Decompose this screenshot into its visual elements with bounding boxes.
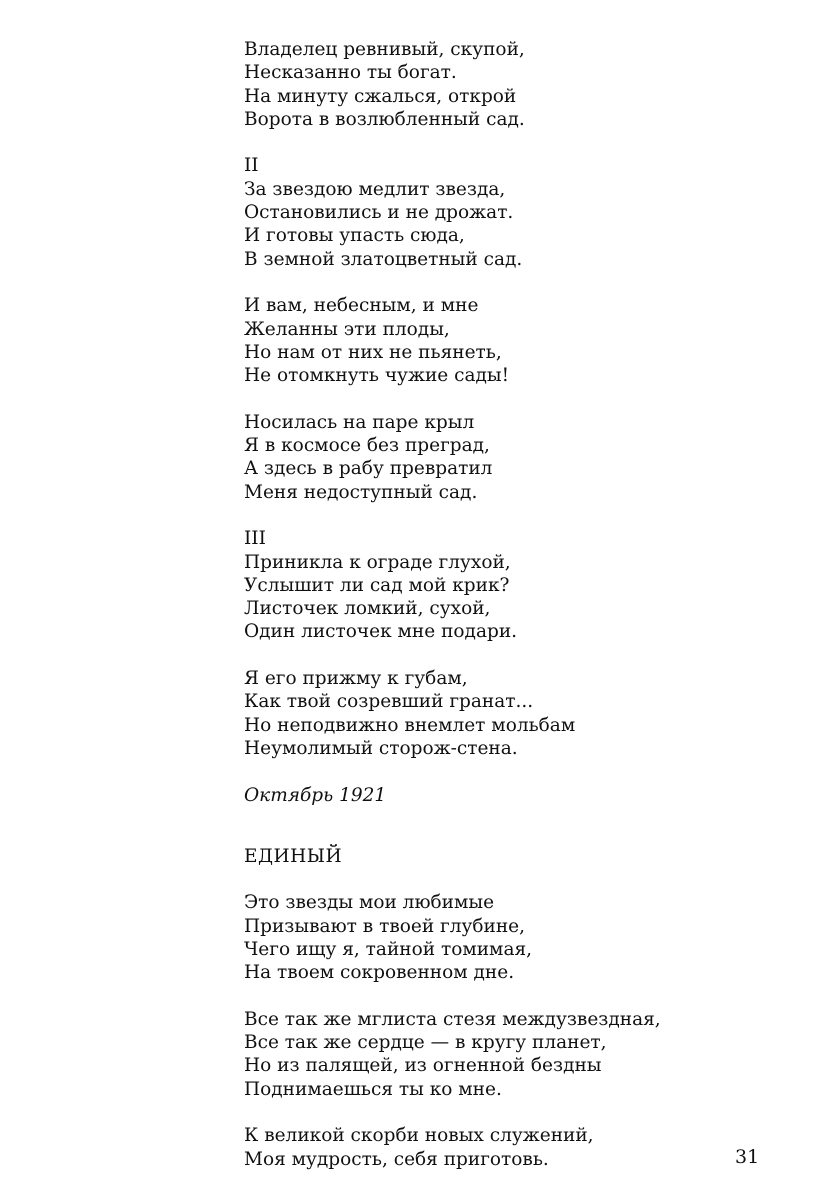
verse-line: Моя мудрость, себя приготовь. — [244, 1148, 549, 1170]
verse-line: Не отомкнуть чужие сады! — [244, 365, 510, 387]
verse-line: Как твой созревший гранат... — [244, 691, 534, 713]
stanza — [244, 891, 764, 984]
verse-line: Это звезды мои любимые — [244, 892, 495, 914]
verse-line: Все так же мглиста стезя междузвездная, — [244, 1008, 661, 1030]
section-numeral: III — [244, 528, 266, 550]
verse-line: Несказанно ты богат. — [244, 62, 457, 84]
verse-line: За звездою медлит звезда, — [244, 178, 506, 200]
poem-date: Октябрь 1921 — [244, 784, 387, 806]
verse-line: К великой скорби новых служений, — [244, 1125, 594, 1147]
poem-title: ЕДИНЫЙ — [244, 845, 343, 867]
verse-line: Неумолимый сторож-стена. — [244, 737, 518, 759]
verse-line: Я в космосе без преград, — [244, 435, 490, 457]
stanza — [244, 1124, 764, 1171]
verse-line: Призывают в твоей глубине, — [244, 915, 525, 937]
verse-line: Но нам от них не пьянеть, — [244, 341, 502, 363]
verse-line: Поднимаешься ты ко мне. — [244, 1078, 502, 1100]
verse-line: Но из палящей, из огненной бездны — [244, 1055, 602, 1077]
page-number: 31 — [735, 1146, 760, 1168]
stanza — [244, 294, 764, 387]
verse-line: Все так же сердце — в кругу планет, — [244, 1032, 607, 1054]
verse-line: В земной златоцветный сад. — [244, 248, 523, 270]
verse-line: Носилась на паре крыл — [244, 411, 475, 433]
verse-line: На минуту сжалься, открой — [244, 85, 517, 107]
verse-line: Но неподвижно внемлет мольбам — [244, 714, 576, 736]
verse-line: Желанны эти плоды, — [244, 318, 450, 340]
verse-line: Приникла к ограде глухой, — [244, 551, 511, 573]
verse-line: Услышит ли сад мой крик? — [244, 574, 510, 596]
stanza — [244, 667, 764, 760]
stanza — [244, 38, 764, 131]
verse-line: Чего ищу я, тайной томимая, — [244, 938, 533, 960]
section-numeral: II — [244, 155, 259, 177]
verse-line: И готовы упасть сюда, — [244, 225, 465, 247]
verse-line: Владелец ревнивый, скупой, — [244, 39, 525, 60]
verse-line: А здесь в рабу превратил — [244, 458, 493, 480]
verse-line: И вам, небесным, и мне — [244, 295, 479, 317]
verse-line: Я его прижму к губам, — [244, 668, 468, 690]
stanza — [244, 1008, 764, 1101]
verse-line: Меня недоступный сад. — [244, 481, 478, 503]
stanza — [244, 154, 764, 270]
verse-line: Один листочек мне подари. — [244, 621, 518, 643]
stanza — [244, 411, 764, 504]
stanza — [244, 527, 764, 643]
text-column — [244, 38, 764, 1194]
verse-line: Остановились и не дрожат. — [244, 202, 514, 224]
verse-line: Листочек ломкий, сухой, — [244, 598, 491, 620]
verse-line: Ворота в возлюбленный сад. — [244, 108, 525, 130]
verse-line: На твоем сокровенном дне. — [244, 962, 515, 984]
